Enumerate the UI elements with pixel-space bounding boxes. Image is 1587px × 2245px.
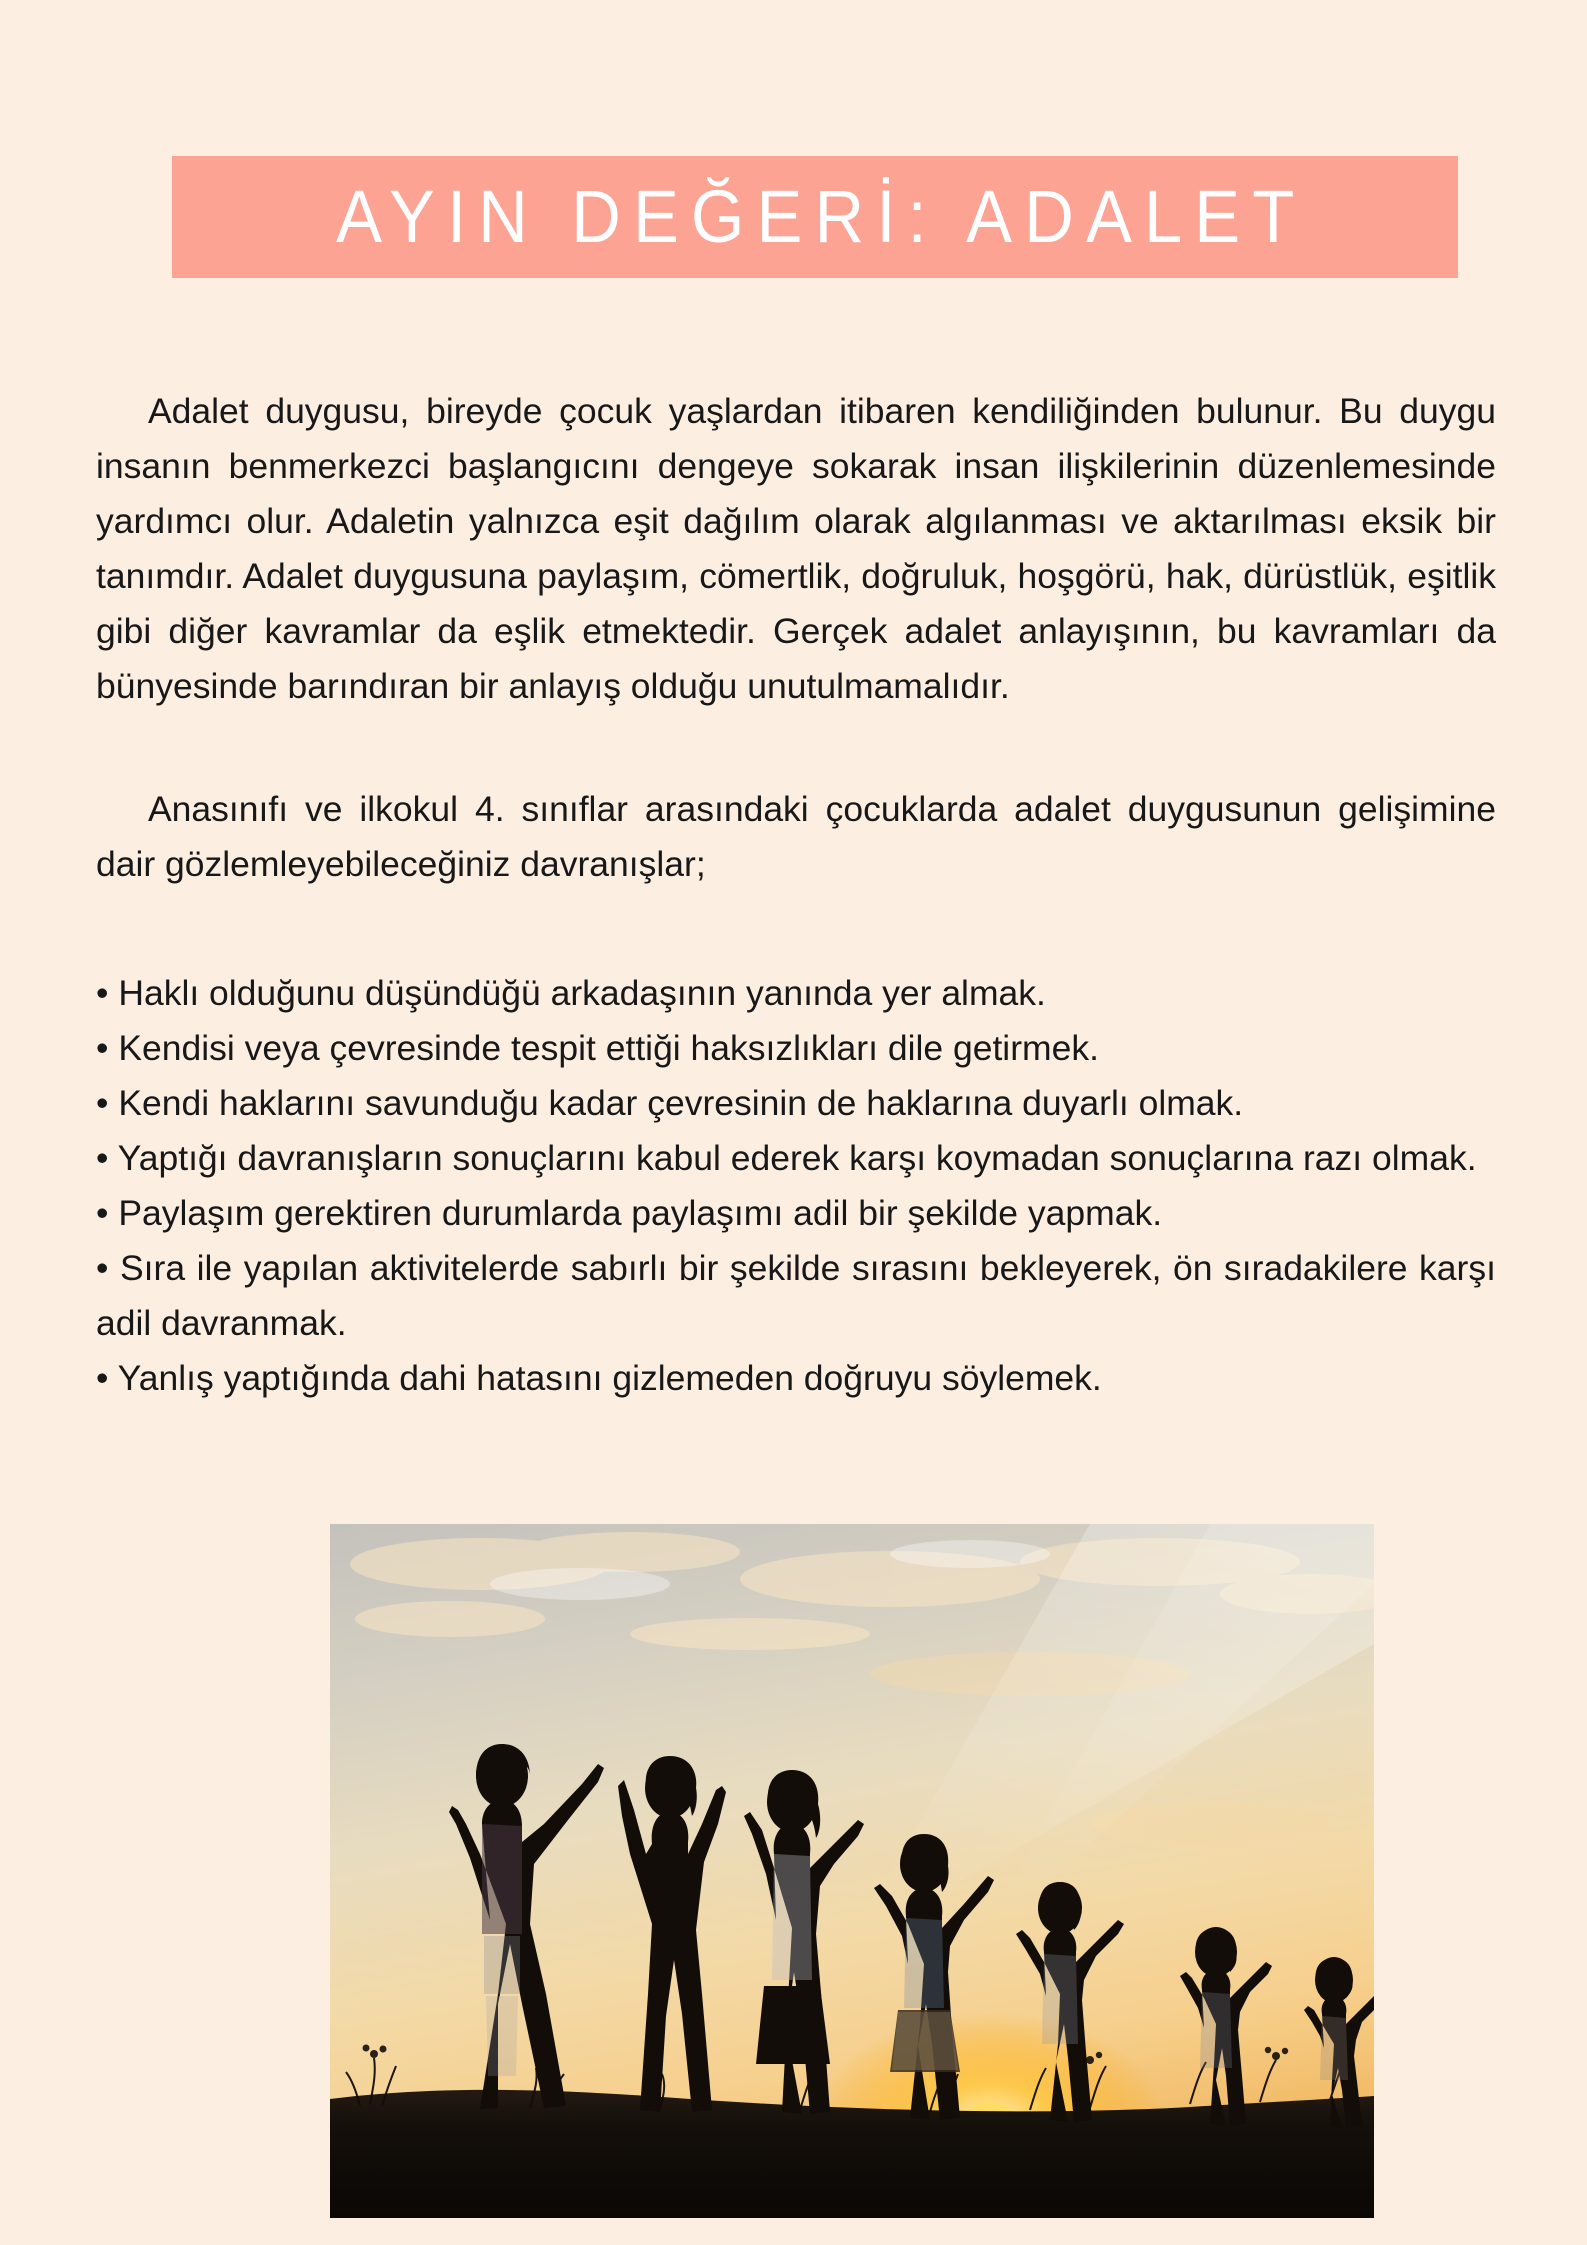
bullet-icon: •	[96, 1248, 109, 1288]
list-item-label: Kendisi veya çevresinde tespit ettiği haksızlıkları dile getirmek.	[118, 1028, 1099, 1068]
bullet-icon: •	[96, 1028, 109, 1068]
bullet-icon: •	[96, 1138, 109, 1178]
list-item	[96, 1186, 1496, 1241]
bullet-icon: •	[96, 1193, 109, 1233]
list-item-label: Paylaşım gerektiren durumlarda paylaşımı adil bir şekilde yapmak.	[118, 1193, 1163, 1233]
list-item-label: Yaptığı davranışların sonuçlarını kabul ederek karşı koymadan sonuçlarına razı olmak.	[117, 1138, 1477, 1178]
list-item-label: Sıra ile yapılan aktivitelerde sabırlı bir şekilde sırasını bekleyerek, ön sıradakilere karşı adil davranmak.	[96, 1248, 1496, 1343]
behaviour-list	[96, 966, 1496, 1406]
list-spacer	[96, 892, 1496, 966]
list-item	[96, 1351, 1496, 1406]
list-item	[96, 1076, 1496, 1131]
photo-artwork	[330, 1524, 1374, 2218]
paragraph-spacer	[96, 714, 1496, 782]
list-item	[96, 1241, 1496, 1351]
page-title: AYIN DEĞERİ: ADALET	[335, 175, 1307, 258]
bullet-icon: •	[96, 973, 109, 1013]
list-item	[96, 1131, 1496, 1186]
list-item	[96, 1021, 1496, 1076]
title-banner	[172, 156, 1458, 278]
list-item-label: Yanlış yaptığında dahi hatasını gizlemeden doğruyu söylemek.	[117, 1358, 1102, 1398]
paragraph-observations	[96, 782, 1496, 892]
list-item-label: Haklı olduğunu düşündüğü arkadaşının yanında yer almak.	[118, 973, 1046, 1013]
bullet-icon: •	[96, 1083, 109, 1123]
document-body	[96, 384, 1496, 1406]
paragraph-intro	[96, 384, 1496, 714]
paragraph-intro-text: Adalet duygusu, bireyde çocuk yaşlardan itibaren kendiliğinden bulunur. Bu duygu insanın benmerkezci başlangıcını dengeye sokarak insan ilişkilerinin düzenlemesinde yardımcı olur. Adaletin yalnızca eşit dağılım olarak algılanması ve aktarılması eksik bir tanımdır. Adalet duygusuna paylaşım, cömertlik, doğruluk, hoşgörü, hak, dürüstlük, eşitlik gibi diğer kavramlar da eşlik etmektedir. Gerçek adalet anlayışının, bu kavramları da bünyesinde barındıran bir anlayış olduğu unutulmamalıdır.	[96, 391, 1496, 706]
sunset-children-photo	[330, 1524, 1374, 2218]
list-item-label: Kendi haklarını savunduğu kadar çevresinin de haklarına duyarlı olmak.	[118, 1083, 1244, 1123]
bullet-icon: •	[96, 1358, 109, 1398]
paragraph-observations-text: Anasınıfı ve ilkokul 4. sınıflar arasındaki çocuklarda adalet duygusunun gelişimine dair gözlemleyebileceğiniz davranışlar;	[96, 789, 1496, 884]
list-item	[96, 966, 1496, 1021]
